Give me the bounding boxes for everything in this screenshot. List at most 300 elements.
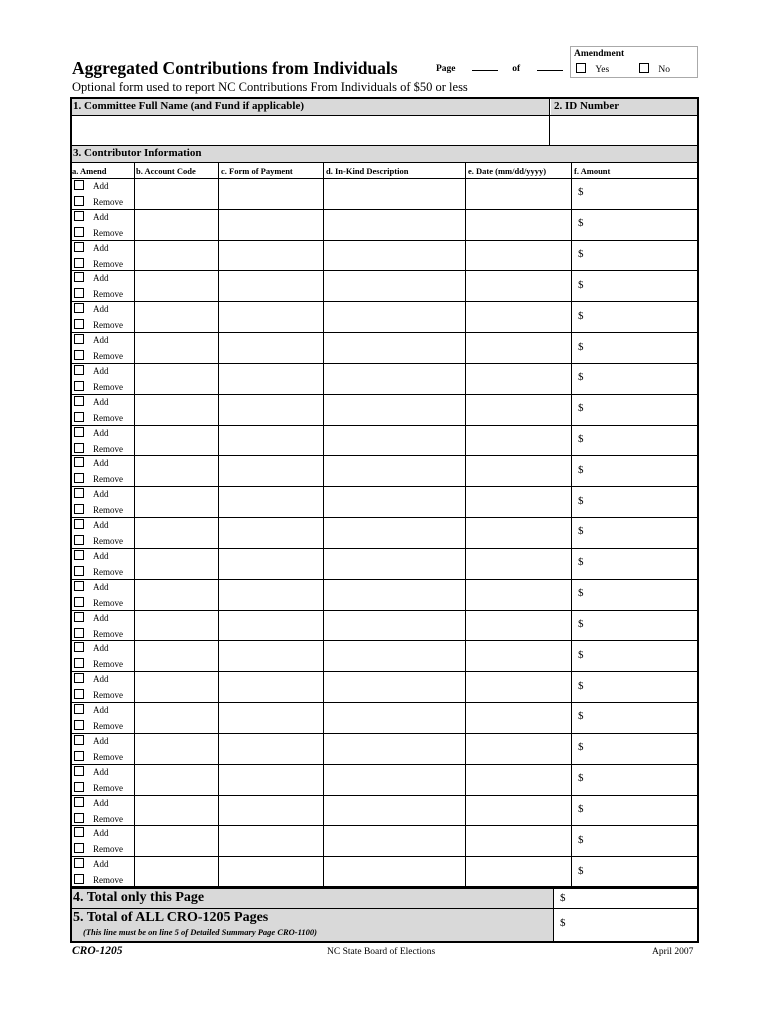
in-kind-description-field[interactable] <box>324 826 465 856</box>
form-of-payment-field[interactable] <box>219 395 323 425</box>
account-code-field[interactable] <box>135 241 218 271</box>
form-of-payment-field[interactable] <box>219 857 323 887</box>
remove-option <box>74 443 123 454</box>
currency-symbol: $ <box>578 402 584 415</box>
form-of-payment-field[interactable] <box>219 765 323 795</box>
date-field[interactable] <box>466 672 571 702</box>
add-option <box>74 766 123 777</box>
currency-symbol: $ <box>560 892 566 904</box>
date-field[interactable] <box>466 611 571 641</box>
remove-option <box>74 227 123 238</box>
add-label: Add <box>93 581 109 592</box>
form-of-payment-field[interactable] <box>219 241 323 271</box>
form-of-payment-field[interactable] <box>219 487 323 517</box>
add-checkbox[interactable] <box>74 211 84 221</box>
remove-checkbox[interactable] <box>74 412 84 422</box>
add-label: Add <box>93 766 109 777</box>
date-field[interactable] <box>466 734 571 764</box>
remove-option <box>74 319 123 330</box>
form-date: April 2007 <box>652 947 694 957</box>
in-kind-description-field[interactable] <box>324 271 465 301</box>
column-in-kind-description: d. In-Kind Description <box>326 166 409 176</box>
total-all-amount-field[interactable] <box>553 908 697 941</box>
date-field[interactable] <box>466 456 571 486</box>
add-checkbox[interactable] <box>74 488 84 498</box>
account-code-field[interactable] <box>135 364 218 394</box>
currency-symbol: $ <box>578 710 584 723</box>
amount-field[interactable] <box>572 487 697 517</box>
date-field[interactable] <box>466 580 571 610</box>
amend-cell <box>74 488 123 515</box>
amount-field[interactable] <box>572 210 697 240</box>
date-field[interactable] <box>466 271 571 301</box>
remove-checkbox[interactable] <box>74 258 84 268</box>
amend-cell <box>74 797 123 824</box>
remove-checkbox[interactable] <box>74 813 84 823</box>
form-of-payment-field[interactable] <box>219 796 323 826</box>
add-checkbox[interactable] <box>74 519 84 529</box>
in-kind-description-field[interactable] <box>324 611 465 641</box>
add-checkbox[interactable] <box>74 365 84 375</box>
amend-cell <box>74 457 123 484</box>
table-row <box>70 455 699 486</box>
remove-checkbox[interactable] <box>74 535 84 545</box>
add-checkbox[interactable] <box>74 797 84 807</box>
form-title-text: Aggregated Contributions from Individuals <box>72 58 398 78</box>
remove-label: Remove <box>93 566 123 577</box>
remove-checkbox[interactable] <box>74 443 84 453</box>
amend-cell <box>74 612 123 639</box>
amount-field[interactable] <box>572 179 697 209</box>
remove-checkbox[interactable] <box>74 504 84 514</box>
section2-label: 2. ID Number <box>554 100 620 112</box>
currency-symbol: $ <box>578 278 584 291</box>
in-kind-description-field[interactable] <box>324 487 465 517</box>
date-field[interactable] <box>466 487 571 517</box>
amendment-yes-label: Yes <box>595 65 610 75</box>
currency-symbol: $ <box>578 617 584 630</box>
table-row <box>70 301 699 332</box>
add-checkbox[interactable] <box>74 612 84 622</box>
form-of-payment-field[interactable] <box>219 611 323 641</box>
add-label: Add <box>93 859 109 870</box>
amount-field[interactable] <box>572 333 697 363</box>
form-of-payment-field[interactable] <box>219 826 323 856</box>
currency-symbol: $ <box>578 340 584 353</box>
table-row <box>70 517 699 548</box>
add-option <box>74 858 123 869</box>
form-of-payment-field[interactable] <box>219 703 323 733</box>
form-of-payment-field[interactable] <box>219 302 323 332</box>
remove-checkbox[interactable] <box>74 319 84 329</box>
total-page-label: 4. Total only this Page <box>73 890 205 905</box>
add-label: Add <box>93 242 109 253</box>
in-kind-description-field[interactable] <box>324 672 465 702</box>
in-kind-description-field[interactable] <box>324 364 465 394</box>
add-checkbox[interactable] <box>74 272 84 282</box>
amend-cell <box>74 303 123 330</box>
account-code-field[interactable] <box>135 826 218 856</box>
remove-checkbox[interactable] <box>74 751 84 761</box>
add-checkbox[interactable] <box>74 858 84 868</box>
remove-option <box>74 566 123 577</box>
amount-field[interactable] <box>572 271 697 301</box>
amount-field[interactable] <box>572 580 697 610</box>
amount-field[interactable] <box>572 302 697 332</box>
agency-name: NC State Board of Elections <box>327 947 436 957</box>
amount-field[interactable] <box>572 456 697 486</box>
amend-cell <box>74 858 123 885</box>
table-row <box>70 240 699 271</box>
in-kind-description-field[interactable] <box>324 765 465 795</box>
currency-symbol: $ <box>578 556 584 569</box>
amount-field[interactable] <box>572 426 697 456</box>
currency-symbol: $ <box>578 833 584 846</box>
column-divider <box>571 162 572 887</box>
in-kind-description-field[interactable] <box>324 796 465 826</box>
of-label: of <box>512 64 521 74</box>
form-of-payment-field[interactable] <box>219 641 323 671</box>
form-of-payment-field[interactable] <box>219 271 323 301</box>
remove-label: Remove <box>93 597 123 608</box>
page-number-field[interactable] <box>472 69 498 71</box>
date-field[interactable] <box>466 333 571 363</box>
table-row <box>70 856 699 887</box>
remove-checkbox[interactable] <box>74 473 84 483</box>
add-checkbox[interactable] <box>74 242 84 252</box>
currency-symbol: $ <box>578 772 584 785</box>
remove-option <box>74 843 123 854</box>
remove-label: Remove <box>93 721 123 732</box>
date-field[interactable] <box>466 395 571 425</box>
remove-label: Remove <box>93 197 123 207</box>
remove-option <box>74 720 123 731</box>
form-of-payment-field[interactable] <box>219 426 323 456</box>
form-of-payment-field[interactable] <box>219 518 323 548</box>
account-code-field[interactable] <box>135 734 218 764</box>
add-checkbox[interactable] <box>74 427 84 437</box>
date-field[interactable] <box>466 703 571 733</box>
account-code-field[interactable] <box>135 641 218 671</box>
amount-field[interactable] <box>572 641 697 671</box>
add-checkbox[interactable] <box>74 766 84 776</box>
account-code-field[interactable] <box>135 518 218 548</box>
account-code-field[interactable] <box>135 426 218 456</box>
add-checkbox[interactable] <box>74 581 84 591</box>
currency-symbol: $ <box>578 679 584 692</box>
add-checkbox[interactable] <box>74 303 84 313</box>
date-field[interactable] <box>466 364 571 394</box>
total-all-note: (This line must be on line 5 of Detailed Summary Page CRO-1100) <box>83 927 317 937</box>
amend-cell <box>74 211 123 238</box>
amount-field[interactable] <box>572 796 697 826</box>
remove-checkbox[interactable] <box>74 843 84 853</box>
amount-field[interactable] <box>572 364 697 394</box>
remove-checkbox[interactable] <box>74 227 84 237</box>
add-label: Add <box>93 550 109 561</box>
currency-symbol: $ <box>578 463 584 476</box>
add-checkbox[interactable] <box>74 457 84 467</box>
amend-cell <box>74 735 123 762</box>
id-number-field[interactable] <box>550 115 697 144</box>
remove-option <box>74 196 123 207</box>
in-kind-description-field[interactable] <box>324 333 465 363</box>
add-checkbox[interactable] <box>74 180 84 190</box>
amount-field[interactable] <box>572 826 697 856</box>
currency-symbol: $ <box>560 917 566 929</box>
amend-cell <box>74 365 123 392</box>
form-of-payment-field[interactable] <box>219 364 323 394</box>
add-option <box>74 211 123 222</box>
remove-option <box>74 874 123 885</box>
add-option <box>74 242 123 253</box>
form-of-payment-field[interactable] <box>219 549 323 579</box>
remove-label: Remove <box>93 875 123 886</box>
in-kind-description-field[interactable] <box>324 179 465 209</box>
currency-symbol: $ <box>578 802 584 815</box>
add-checkbox[interactable] <box>74 642 84 652</box>
table-row <box>70 209 699 240</box>
account-code-field[interactable] <box>135 395 218 425</box>
remove-label: Remove <box>93 628 123 639</box>
in-kind-description-field[interactable] <box>324 518 465 548</box>
column-divider <box>218 162 219 887</box>
table-row <box>70 270 699 301</box>
committee-name-field[interactable] <box>72 115 549 144</box>
table-row <box>70 332 699 363</box>
account-code-field[interactable] <box>135 302 218 332</box>
amount-field[interactable] <box>572 765 697 795</box>
section3-label: 3. Contributor Information <box>73 147 202 159</box>
account-code-field[interactable] <box>135 580 218 610</box>
remove-checkbox[interactable] <box>74 350 84 360</box>
in-kind-description-field[interactable] <box>324 302 465 332</box>
remove-label: Remove <box>93 443 123 454</box>
table-row <box>70 178 699 209</box>
date-field[interactable] <box>466 302 571 332</box>
remove-label: Remove <box>93 782 123 793</box>
add-label: Add <box>93 181 109 191</box>
total-page-amount-field[interactable] <box>553 887 697 908</box>
amount-field[interactable] <box>572 857 697 887</box>
remove-label: Remove <box>93 474 123 485</box>
amount-field[interactable] <box>572 672 697 702</box>
add-checkbox[interactable] <box>74 827 84 837</box>
amount-field[interactable] <box>572 518 697 548</box>
amend-cell <box>74 704 123 731</box>
amendment-box <box>570 46 698 78</box>
remove-checkbox[interactable] <box>74 196 84 206</box>
table-row <box>70 486 699 517</box>
add-option <box>74 704 123 715</box>
remove-label: Remove <box>93 227 123 238</box>
table-row <box>70 548 699 579</box>
remove-label: Remove <box>93 813 123 824</box>
add-option <box>74 365 123 376</box>
remove-label: Remove <box>93 690 123 701</box>
add-label: Add <box>93 612 109 623</box>
form-subtitle: Optional form used to report NC Contributions From Individuals of $50 or less <box>72 80 468 94</box>
add-checkbox[interactable] <box>74 735 84 745</box>
currency-symbol: $ <box>578 648 584 661</box>
remove-option <box>74 813 123 824</box>
remove-label: Remove <box>93 505 123 516</box>
date-field[interactable] <box>466 426 571 456</box>
add-checkbox[interactable] <box>74 673 84 683</box>
in-kind-description-field[interactable] <box>324 580 465 610</box>
add-checkbox[interactable] <box>74 396 84 406</box>
table-row <box>70 610 699 641</box>
remove-option <box>74 628 123 639</box>
amount-field[interactable] <box>572 734 697 764</box>
add-label: Add <box>93 273 109 284</box>
remove-label: Remove <box>93 751 123 762</box>
account-code-field[interactable] <box>135 672 218 702</box>
amount-field[interactable] <box>572 703 697 733</box>
account-code-field[interactable] <box>135 271 218 301</box>
remove-option <box>74 473 123 484</box>
add-option <box>74 303 123 314</box>
table-row <box>70 702 699 733</box>
form-of-payment-field[interactable] <box>219 210 323 240</box>
remove-checkbox[interactable] <box>74 782 84 792</box>
remove-option <box>74 658 123 669</box>
form-title <box>72 58 398 79</box>
date-field[interactable] <box>466 518 571 548</box>
amend-cell <box>74 396 123 423</box>
date-field[interactable] <box>466 857 571 887</box>
form-of-payment-field[interactable] <box>219 580 323 610</box>
add-option <box>74 457 123 468</box>
remove-checkbox[interactable] <box>74 597 84 607</box>
amend-cell <box>74 550 123 577</box>
date-field[interactable] <box>466 549 571 579</box>
account-code-field[interactable] <box>135 549 218 579</box>
date-field[interactable] <box>466 641 571 671</box>
add-label: Add <box>93 489 109 500</box>
remove-option <box>74 535 123 546</box>
account-code-field[interactable] <box>135 765 218 795</box>
in-kind-description-field[interactable] <box>324 857 465 887</box>
remove-checkbox[interactable] <box>74 381 84 391</box>
add-label: Add <box>93 643 109 654</box>
amendment-label: Amendment <box>574 49 625 59</box>
remove-checkbox[interactable] <box>74 628 84 638</box>
column-amount: f. Amount <box>574 166 611 176</box>
add-label: Add <box>93 365 109 376</box>
add-label: Add <box>93 674 109 685</box>
form-of-payment-field[interactable] <box>219 672 323 702</box>
remove-option <box>74 751 123 762</box>
add-option <box>74 272 123 283</box>
add-label: Add <box>93 458 109 469</box>
add-label: Add <box>93 304 109 315</box>
date-field[interactable] <box>466 179 571 209</box>
account-code-field[interactable] <box>135 487 218 517</box>
page-total-field[interactable] <box>537 69 563 71</box>
account-code-field[interactable] <box>135 703 218 733</box>
account-code-field[interactable] <box>135 456 218 486</box>
account-code-field[interactable] <box>135 796 218 826</box>
in-kind-description-field[interactable] <box>324 395 465 425</box>
add-label: Add <box>93 335 109 346</box>
in-kind-description-field[interactable] <box>324 703 465 733</box>
remove-checkbox[interactable] <box>74 566 84 576</box>
remove-label: Remove <box>93 381 123 392</box>
in-kind-description-field[interactable] <box>324 241 465 271</box>
amount-field[interactable] <box>572 395 697 425</box>
totals-section <box>70 887 699 943</box>
table-row <box>70 425 699 456</box>
remove-checkbox[interactable] <box>74 288 84 298</box>
date-field[interactable] <box>466 241 571 271</box>
date-field[interactable] <box>466 826 571 856</box>
form-of-payment-field[interactable] <box>219 333 323 363</box>
remove-checkbox[interactable] <box>74 689 84 699</box>
remove-option <box>74 350 123 361</box>
amend-cell <box>74 766 123 793</box>
amend-cell <box>74 242 123 269</box>
column-amend: a. Amend <box>72 166 107 176</box>
account-code-field[interactable] <box>135 333 218 363</box>
date-field[interactable] <box>466 796 571 826</box>
remove-checkbox[interactable] <box>74 720 84 730</box>
form-of-payment-field[interactable] <box>219 734 323 764</box>
currency-symbol: $ <box>578 741 584 754</box>
account-code-field[interactable] <box>135 611 218 641</box>
amend-cell <box>74 642 123 669</box>
amend-cell <box>74 519 123 546</box>
amendment-yes-checkbox[interactable] <box>576 63 586 73</box>
remove-checkbox[interactable] <box>74 658 84 668</box>
form-of-payment-field[interactable] <box>219 456 323 486</box>
account-code-field[interactable] <box>135 210 218 240</box>
add-label: Add <box>93 797 109 808</box>
add-checkbox[interactable] <box>74 550 84 560</box>
in-kind-description-field[interactable] <box>324 549 465 579</box>
currency-symbol: $ <box>578 248 584 261</box>
form-of-payment-field[interactable] <box>219 179 323 209</box>
in-kind-description-field[interactable] <box>324 734 465 764</box>
add-option <box>74 334 123 345</box>
add-checkbox[interactable] <box>74 704 84 714</box>
in-kind-description-field[interactable] <box>324 456 465 486</box>
amount-field[interactable] <box>572 549 697 579</box>
date-field[interactable] <box>466 765 571 795</box>
remove-checkbox[interactable] <box>74 874 84 884</box>
column-header-row <box>72 162 697 178</box>
amend-cell <box>74 272 123 299</box>
section1-label: 1. Committee Full Name (and Fund if applicable) <box>73 100 304 112</box>
currency-symbol: $ <box>578 864 584 877</box>
amount-field[interactable] <box>572 611 697 641</box>
remove-label: Remove <box>93 320 123 331</box>
add-checkbox[interactable] <box>74 334 84 344</box>
column-form-of-payment: c. Form of Payment <box>221 166 293 176</box>
account-code-field[interactable] <box>135 179 218 209</box>
table-row <box>70 579 699 610</box>
amount-field[interactable] <box>572 241 697 271</box>
account-code-field[interactable] <box>135 857 218 887</box>
date-field[interactable] <box>466 210 571 240</box>
amendment-no-checkbox[interactable] <box>639 63 649 73</box>
add-label: Add <box>93 427 109 438</box>
amend-cell <box>74 581 123 608</box>
add-label: Add <box>93 735 109 746</box>
in-kind-description-field[interactable] <box>324 210 465 240</box>
in-kind-description-field[interactable] <box>324 641 465 671</box>
in-kind-description-field[interactable] <box>324 426 465 456</box>
